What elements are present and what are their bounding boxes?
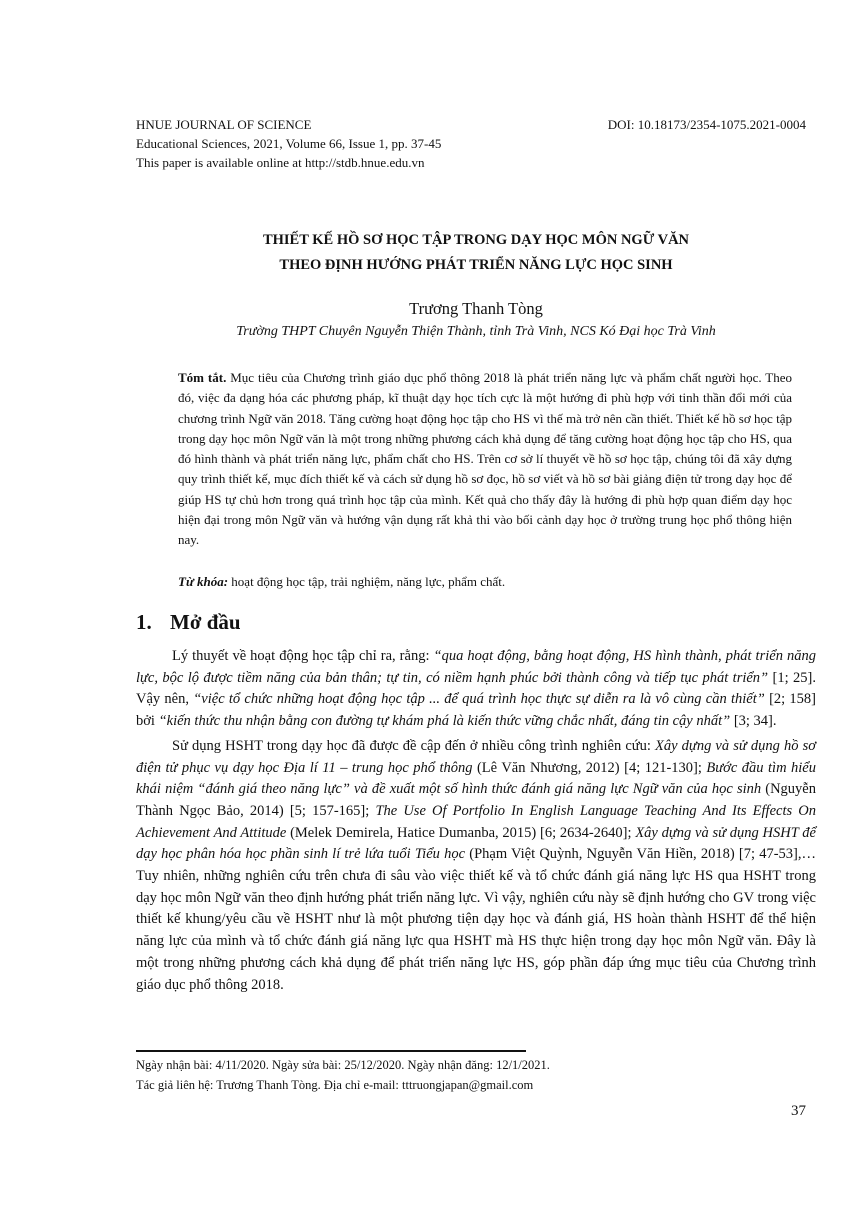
section-title: Mở đầu [170, 610, 241, 634]
text-run: Lý thuyết về hoạt động học tập chỉ ra, rằng: [172, 648, 434, 664]
abstract [178, 368, 792, 551]
text-run: (Phạm Việt Quỳnh, Nguyễn Văn Hiền, 2018) [7; 47-53],… Tuy nhiên, những nghiên cứu trên chưa đi sâu vào việc thiết kế và tổ chức đánh giá năng lực HS qua HSHT trong dạy học môn Ngữ văn theo định hướng phát triển năng lực. Vì vậy, nghiên cứu này sẽ định hướng cho GV trong việc thiết kế khung/yêu cầu về HSHT như là một phương tiện dạy học và đánh giá, HS hoàn thành HSHT để thể hiện năng lực của mình và tổ chức đánh giá năng lực qua HSHT mà HS thực hiện trong dạy học môn Ngữ văn. Đây là một trong những phương cách khả dụng để phát triển năng lực HS, góp phần đáp ứng mục tiêu của Chương trình giáo dục phổ thông 2018. [136, 846, 816, 993]
italic-text: Xây dựng và sử dụng HSHT để dạy học phân hóa học phần sinh lí trẻ lứa tuổi Tiểu học [136, 824, 816, 863]
availability-note: This paper is available online at http://stdb.hnue.edu.vn [136, 155, 425, 170]
text-run: [1; 25]. Vậy nên, [136, 669, 817, 708]
paragraph [136, 646, 816, 733]
text-run: (Melek Demirela, Hatice Dumanba, 2015) [6; 2634-2640]; [286, 824, 636, 841]
footnote-divider [136, 1050, 526, 1052]
title-line-1: THIẾT KẾ HỒ SƠ HỌC TẬP TRONG DẠY HỌC MÔN NGỮ VĂN [262, 232, 690, 248]
italic-text: The Use Of Portfolio In English Language Teaching And Its Effects On Achievement And Attitude [136, 802, 816, 841]
italic-text: “qua hoạt động, bằng hoạt động, HS hình thành, phát triển năng lực, bộc lộ được tiềm năng của bản thân; tự tin, có niềm hạnh phúc bởi thành công và tiếp tục phát triển” [136, 648, 816, 686]
journal-name: HNUE JOURNAL OF SCIENCE [136, 117, 312, 132]
author-name: Trương Thanh Tòng [409, 299, 543, 318]
issue-info: Educational Sciences, 2021, Volume 66, Issue 1, pp. 37-45 [136, 136, 442, 151]
doi: DOI: 10.18173/2354-1075.2021-0004 [607, 117, 806, 132]
paper-title [136, 228, 816, 278]
page-number: 37 [791, 1103, 806, 1119]
text-run: [3; 34]. [730, 713, 777, 730]
text-run: (Nguyễn Thành Ngọc Bảo, 2014) [5; 157-165]; [136, 781, 816, 819]
paragraph [136, 736, 816, 996]
section-body [136, 646, 816, 999]
footnote-contact: Tác giả liên hệ: Trương Thanh Tòng. Địa chỉ e-mail: tttruongjapan@gmail.com [136, 1078, 534, 1092]
keywords-text: hoạt động học tập, trải nghiệm, năng lực, phẩm chất. [228, 574, 506, 589]
text-run: Sử dụng HSHT trong dạy học đã được đề cập đến ở nhiều công trình nghiên cứu: [172, 737, 656, 754]
italic-text: “kiến thức thu nhận bằng con đường tự khám phá là kiến thức vững chắc nhất, đáng tin cậy nhất” [158, 713, 731, 730]
text-run: [2; 158] bởi [136, 691, 817, 730]
keywords [178, 572, 792, 592]
footnote-dates: Ngày nhận bài: 4/11/2020. Ngày sửa bài: 25/12/2020. Ngày nhận đăng: 12/1/2021. [136, 1058, 550, 1072]
italic-text: Bước đầu tìm hiểu khái niệm “đánh giá theo năng lực” và đề xuất một số hình thức đánh giá năng lực Ngữ văn của học sinh [136, 759, 816, 798]
section-heading [136, 608, 241, 636]
abstract-label: Tóm tắt. [178, 370, 227, 385]
abstract-text: Mục tiêu của Chương trình giáo dục phổ thông 2018 là phát triển năng lực và phẩm chất người học. Theo đó, việc đa dạng hóa các phương pháp, kĩ thuật dạy học tích cực là một hướng đi phù hợp với tinh thần đổi mới của chương trình Ngữ văn 2018. Tăng cường hoạt động học tập cho HS vì thế mà trở nên cần thiết. Thiết kế hồ sơ học tập trong dạy học môn Ngữ văn là một trong những phương cách khả dụng để tăng cường hoạt động học tập cho HS, qua đó hình thành và phát triển năng lực, phẩm chất cho HS. Trên cơ sở lí thuyết về hồ sơ học tập, chúng tôi đã xây dựng quy trình thiết kế, mục đích thiết kế và cách sử dụng hồ sơ đọc, hồ sơ viết và hồ sơ bài giảng điện tử trong dạy học để giúp HS tự chủ hơn trong quá trình học tập của mình. Kết quả cho thấy đây là hướng đi phù hợp quan điểm dạy học hiện đại trong môn Ngữ văn và hướng vận dụng rất khả thi vào bối cảnh dạy học ở trường trung học phổ thông hiện nay. [178, 370, 792, 548]
italic-text: Xây dựng và sử dụng hồ sơ điện tử phục vụ dạy học Địa lí 11 – trung học phổ thông [136, 737, 816, 776]
author-affiliation: Trường THPT Chuyên Nguyễn Thiện Thành, tỉnh Trà Vinh, NCS Kó Đại học Trà Vinh [236, 324, 716, 339]
text-run: (Lê Văn Nhương, 2012) [4; 121-130]; [472, 759, 707, 776]
italic-text: “việc tổ chức những hoạt động học tập ... để quá trình học thực sự diễn ra là vô cùng cần thiết” [193, 691, 765, 708]
section-number: 1. [136, 610, 152, 634]
keywords-label: Từ khóa: [178, 574, 229, 589]
title-line-2: THEO ĐỊNH HƯỚNG PHÁT TRIỂN NĂNG LỰC HỌC SINH [279, 257, 673, 273]
